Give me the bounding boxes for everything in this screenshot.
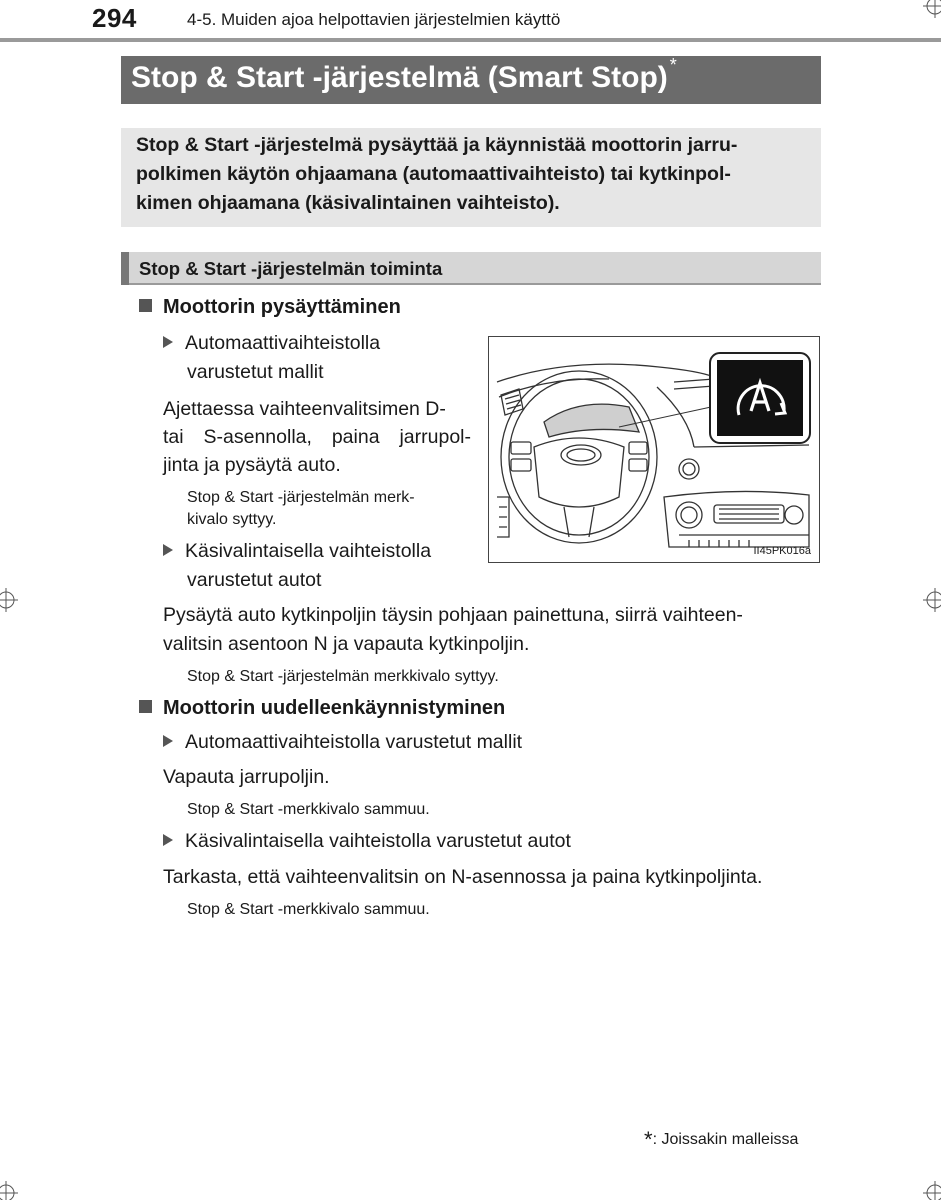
title-footnote-mark: * xyxy=(669,55,677,75)
restart-manual-label-text: Käsivalintaisella vaihteistolla varustetut autot xyxy=(185,830,571,852)
page-number: 294 xyxy=(92,3,137,33)
restart-manual-note: Stop & Start -merkkivalo sammuu. xyxy=(187,901,430,918)
restart-manual-text: Tarkasta, että vaihteenvalitsin on N-asennossa ja paina kytkinpoljinta. xyxy=(163,866,763,888)
stop-auto-label-line: Automaattivaihteistolla xyxy=(185,332,381,354)
stop-auto-text-line: Ajettaessa vaihteenvalitsimen D- xyxy=(163,398,446,420)
stop-heading-text: Moottorin pysäyttäminen xyxy=(163,296,401,318)
stop-manual-text-line: valitsin asentoon N ja vapauta kytkinpoljin. xyxy=(163,633,530,655)
stop-manual-label-line: Käsivalintaisella vaihteistolla xyxy=(185,540,432,562)
stop-manual-label-line: varustetut autot xyxy=(187,569,322,591)
chapter-title: 4-5. Muiden ajoa helpottavien järjestelmien käyttö xyxy=(187,10,561,29)
stop-auto-text-line: jinta ja pysäytä auto. xyxy=(163,454,341,476)
footnote-mark: * xyxy=(644,1127,653,1152)
figure-id: II45PK016a xyxy=(753,545,811,557)
restart-auto-label-text: Automaattivaihteistolla varustetut mallit xyxy=(185,731,523,753)
stop-auto-note-line: kivalo syttyy. xyxy=(187,511,277,528)
footnote-text: : Joissakin malleissa xyxy=(652,1131,799,1148)
stop-auto-note-line: Stop & Start -järjestelmän merk- xyxy=(187,489,415,506)
restart-auto-text: Vapauta jarrupoljin. xyxy=(163,766,330,788)
restart-heading-text: Moottorin uudelleenkäynnistyminen xyxy=(163,697,506,719)
registration-mark-top-right xyxy=(927,0,941,14)
stop-manual-note: Stop & Start -järjestelmän merkkivalo syttyy. xyxy=(187,668,499,685)
stop-auto-label-line: varustetut mallit xyxy=(187,361,324,383)
section-heading: Stop & Start -järjestelmän toiminta xyxy=(139,258,443,279)
stop-manual-text-line: Pysäytä auto kytkinpoljin täysin pohjaan painettuna, siirrä vaihteen- xyxy=(163,604,743,626)
intro-line: Stop & Start -järjestelmä pysäyttää ja käynnistää moottorin jarru- xyxy=(136,134,738,156)
intro-line: kimen ohjaamana (käsivalintainen vaihteisto). xyxy=(136,192,560,214)
page-title-text: Stop & Start -järjestelmä (Smart Stop) xyxy=(131,61,668,94)
stop-auto-text-line: tai S-asennolla, paina jarrupol- xyxy=(163,426,471,448)
intro-line: polkimen käytön ohjaamana (automaattivaihteisto) tai kytkinpol- xyxy=(136,163,731,185)
restart-auto-note: Stop & Start -merkkivalo sammuu. xyxy=(187,801,430,818)
